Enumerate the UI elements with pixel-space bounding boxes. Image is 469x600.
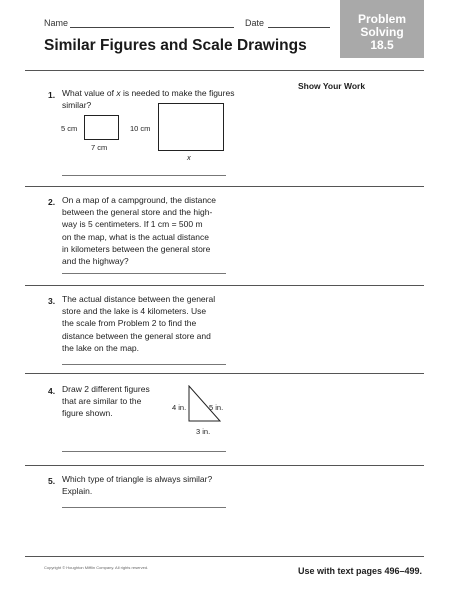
divider <box>25 373 424 374</box>
problem-5-number: 5. <box>48 476 56 486</box>
large-rectangle <box>158 103 224 151</box>
date-line[interactable] <box>268 27 330 28</box>
triangle-bottom-label: 3 in. <box>196 427 211 436</box>
problem-5-text: Which type of triangle is always similar? Explain. <box>62 474 213 497</box>
problem-solving-badge <box>340 0 424 58</box>
answer-line-5[interactable] <box>62 507 226 508</box>
show-your-work-label: Show Your Work <box>298 81 366 91</box>
name-line[interactable] <box>70 27 234 28</box>
page-title: Similar Figures and Scale Drawings <box>44 37 307 54</box>
text-pages-reference: Use with text pages 496–499. <box>298 566 423 576</box>
copyright-text: Copyright © Houghton Mifflin Company. All rights reserved. <box>44 565 149 570</box>
problem-1-number: 1. <box>48 90 56 100</box>
answer-line-3[interactable] <box>62 364 226 365</box>
large-rect-side-label: 10 cm <box>130 124 151 133</box>
problem-3-text: The actual distance between the general store and the lake is 4 kilometers. Use the scale from Problem 2 to find the distance between the general store and the lake on the map. <box>62 294 216 353</box>
problem-3-number: 3. <box>48 296 56 306</box>
problem-4-number: 4. <box>48 386 56 396</box>
name-label: Name <box>44 18 69 28</box>
divider <box>25 285 424 286</box>
problem-1-text: What value of x is needed to make the figures similar? <box>62 88 235 111</box>
problem-4-text: Draw 2 different figures that are similar to the figure shown. <box>62 384 150 419</box>
divider <box>25 70 424 71</box>
answer-line-4[interactable] <box>62 451 226 452</box>
triangle-hyp-label: 5 in. <box>209 403 224 412</box>
badge-line-3: 18.5 <box>370 38 394 52</box>
answer-line-1[interactable] <box>62 175 226 176</box>
small-rect-bottom-label: 7 cm <box>91 143 108 152</box>
divider <box>25 186 424 187</box>
small-rectangle <box>84 115 119 140</box>
divider <box>25 465 424 466</box>
badge-line-1: Problem <box>357 12 406 26</box>
triangle-left-label: 4 in. <box>172 403 187 412</box>
problem-2-number: 2. <box>48 197 56 207</box>
date-label: Date <box>245 18 265 28</box>
divider <box>25 556 424 557</box>
large-rect-bottom-label: x <box>187 153 191 162</box>
answer-line-2[interactable] <box>62 273 226 274</box>
badge-line-2: Solving <box>360 25 404 39</box>
problem-2-text: On a map of a campground, the distance between the general store and the high- way is 5 centimeters. If 1 cm = 500 m on the map, what is the actual distance in kilometers between the general store and the highway? <box>62 195 217 267</box>
small-rect-side-label: 5 cm <box>61 124 78 133</box>
